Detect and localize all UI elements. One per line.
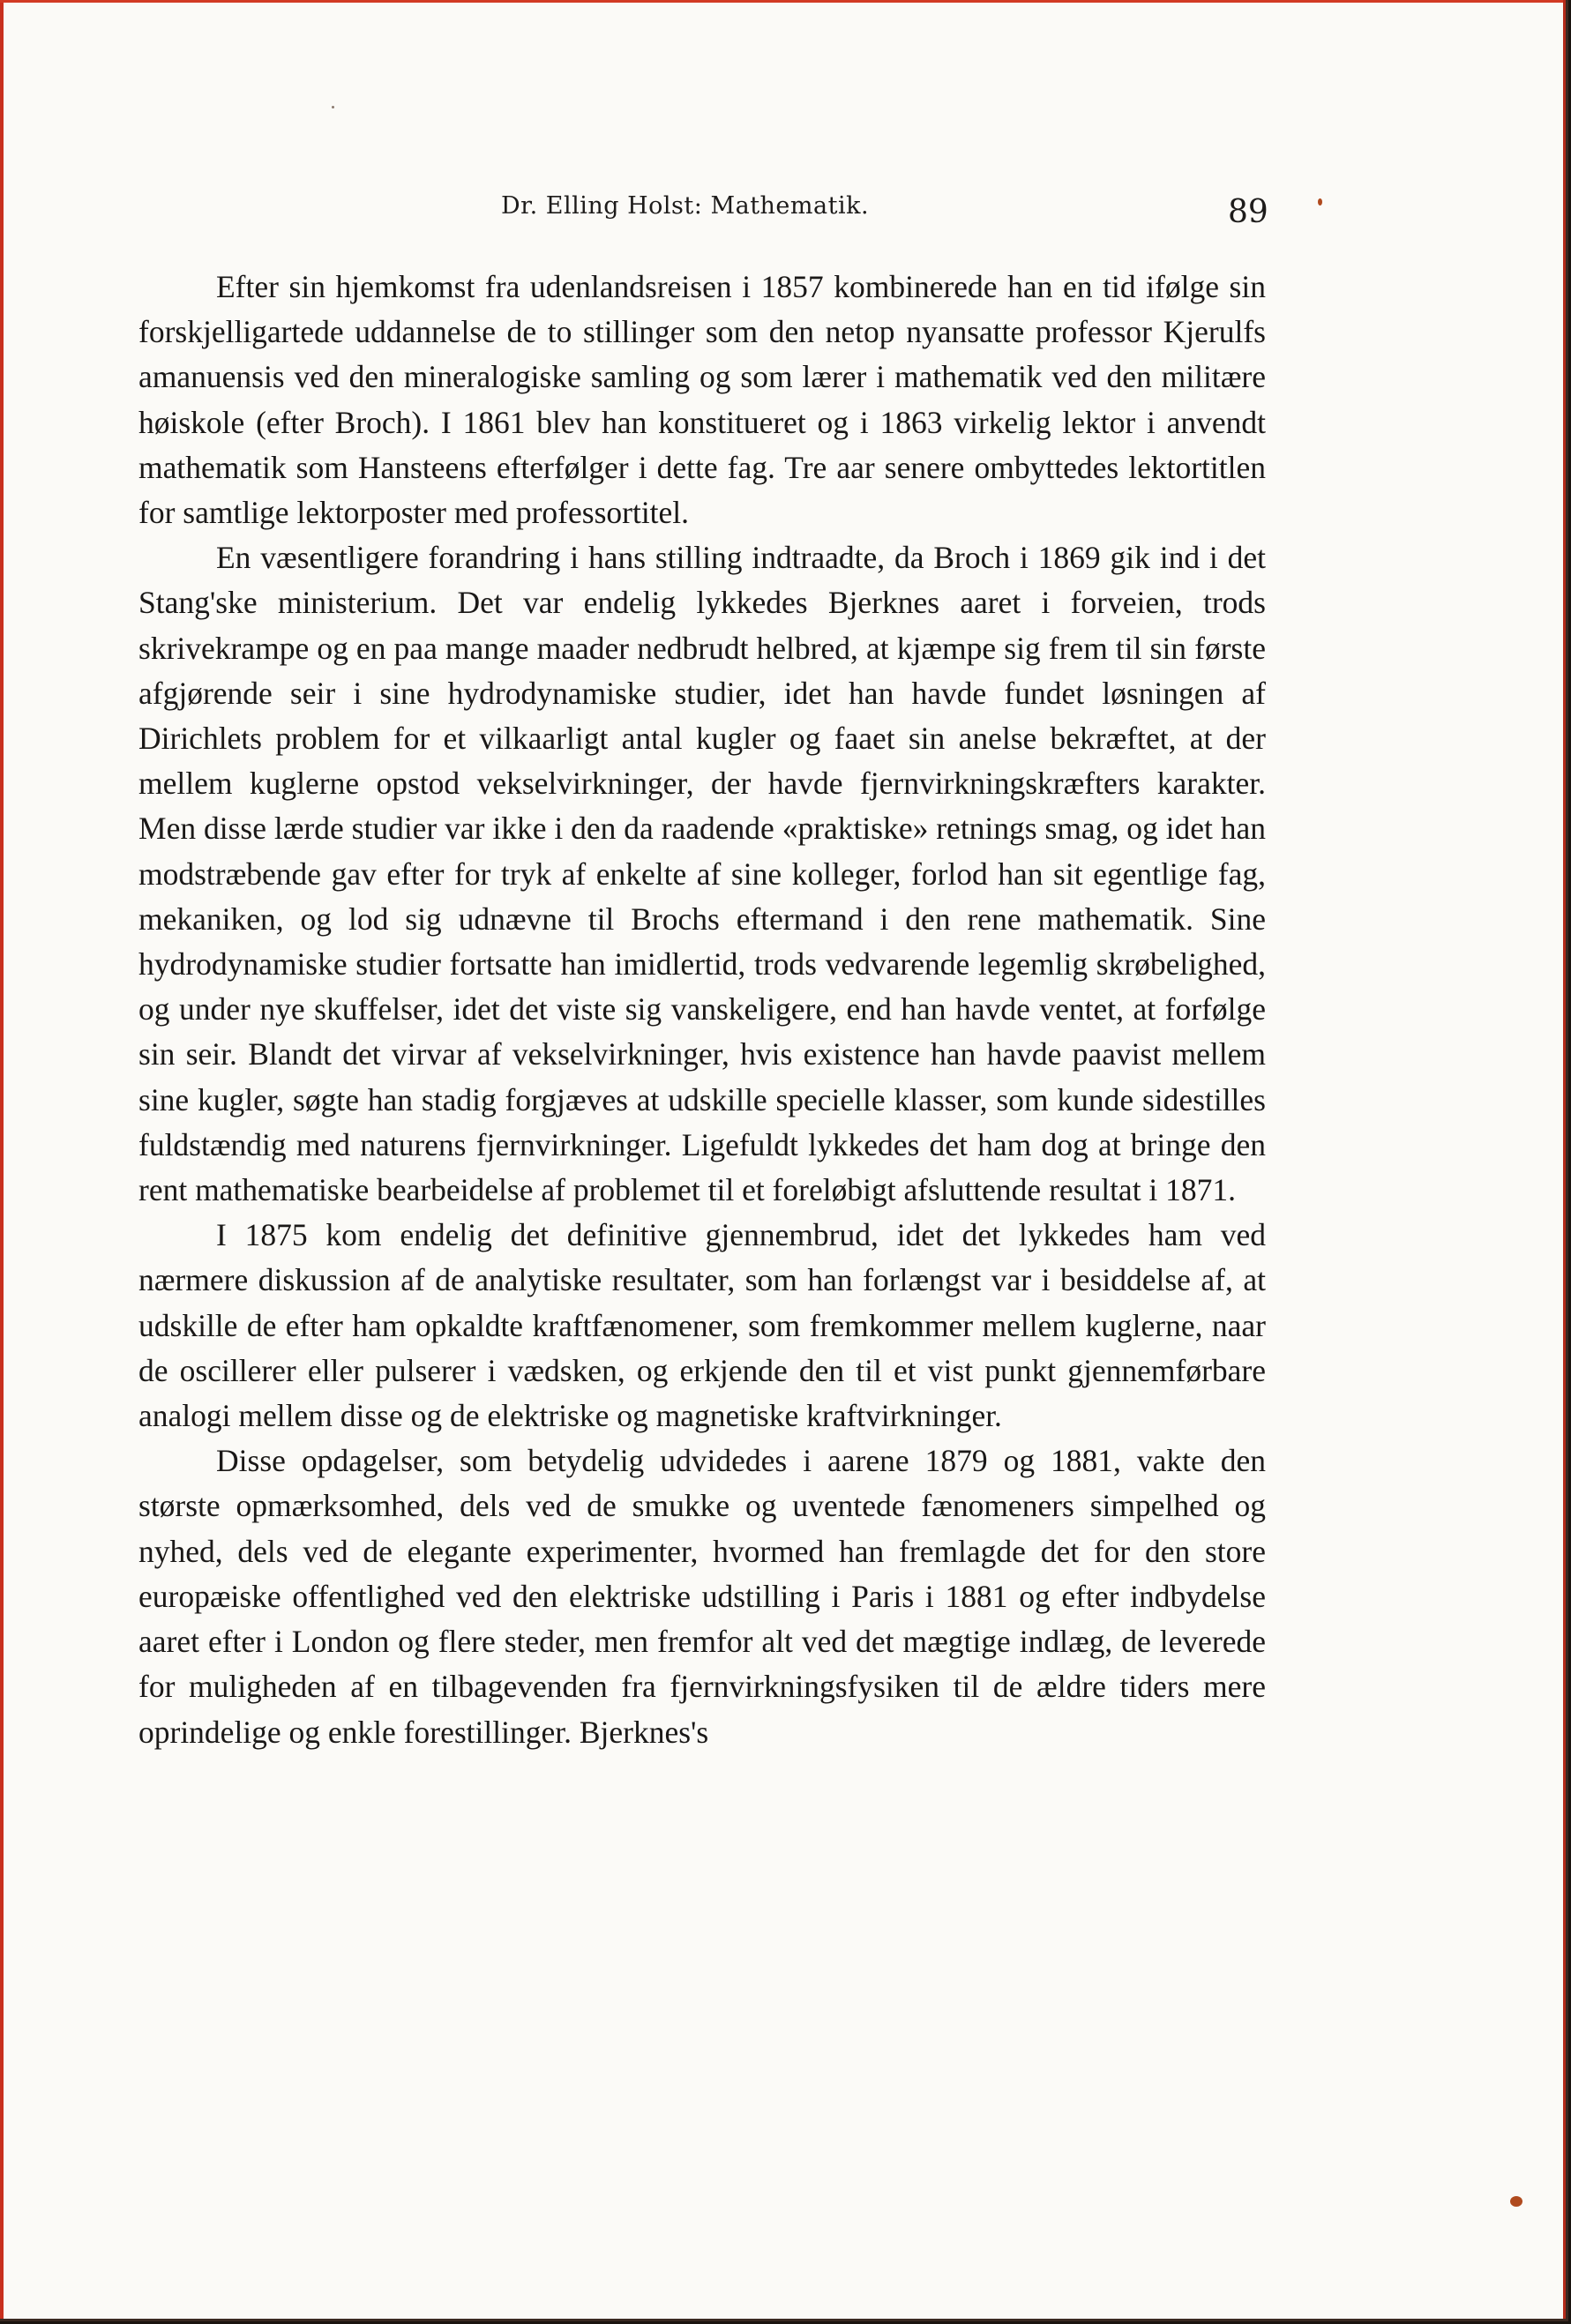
paragraph-3: I 1875 kom endelig det definitive gjennembrud, idet det lykkedes ham ved nærmere diskussion af de analytiske resultater, som han forlængst var i besiddelse af, at udskille de efter ham opkaldte kraftfænomener, som fremkommer mellem kuglerne, naar de oscillerer eller pulserer i vædsken, og erkjende den til et vist punkt gjennemførbare analogi mellem disse og de elektriske og magnetiske kraftvirkninger. <box>138 1217 1266 1434</box>
paragraph-2: En væsentligere forandring i hans stilling indtraadte, da Broch i 1869 gik ind i det Stang'ske ministerium. Det var endelig lykkedes Bjerknes aaret i forveien, trods skrivekrampe og en paa mange maader nedbrudt helbred, at kjæmpe sig frem til sin første afgjørende seir i sine hydrodynamiske studier, idet han havde fundet løsningen af Dirichlets problem for et vilkaarligt antal kugler og faaet sin anelse bekræftet, at der mellem kuglerne opstod vekselvirkninger, der havde fjernvirkningskræfters karakter. Men disse lærde studier var ikke i den da raadende «praktiske» retnings smag, og idet han modstræbende gav efter for tryk af enkelte af sine kolleger, forlod han sit egentlige fag, mekaniken, og lod sig udnævne til Brochs eftermand i den rene mathematik. Sine hydrodynamiske studier fortsatte han imidlertid, trods vedvarende legemlig skrøbelighed, og under nye skuffelser, idet det viste sig vanskeligere, end han havde ventet, at forfølge sin seir. Blandt det virvar af vekselvirkninger, hvis existence han havde paavist mellem sine kugler, søgte han stadig forgjæves at udskille specielle klasser, som kunde sidestilles fuldstændig med naturens fjernvirkninger. Ligefuldt lykkedes det ham dog at bringe den rent mathematiske bearbeidelse af problemet til et foreløbigt afsluttende resultat i 1871. <box>138 540 1266 1208</box>
paragraph-1: Efter sin hjemkomst fra udenlandsreisen i 1857 kombinerede han en tid ifølge sin forskjelligartede uddannelse de to stillinger som den netop nyansatte professor Kjerulfs amanuensis ved den mineralogiske samling og som lærer i mathematik ved den militære høiskole (efter Broch). I 1861 blev han konstitueret og i 1863 virkelig lektor i anvendt mathematik som Hansteens efterfølger i dette fag. Tre aar senere ombyttedes lektortitlen for samtlige lektorposter med professortitel. <box>138 269 1266 531</box>
page-header <box>0 192 1566 228</box>
page-number: 89 <box>1228 194 1268 230</box>
page-edge-left <box>0 0 4 2319</box>
running-title: Dr. Elling Holst: Mathematik. <box>501 192 870 220</box>
paper-speck <box>1510 2196 1522 2207</box>
paper-speck <box>332 106 334 108</box>
body-text <box>138 265 1266 1755</box>
page-edge-top <box>0 0 1566 3</box>
paragraph-4: Disse opdagelser, som betydelig udvidedes i aarene 1879 og 1881, vakte den største opmærksomhed, dels ved de smukke og uventede fænomeners simpelhed og nyhed, dels ved de elegante experimenter, hvormed han fremlagde det for den store europæiske offentlighed ved den elektriske udstilling i Paris i 1881 og efter indbydelse aaret efter i London og flere steder, men fremfor alt ved det mægtige indlæg, de leverede for muligheden af en tilbagevenden fra fjernvirkningsfysiken til de ældre tiders mere oprindelige og enkle forestillinger. Bjerknes's <box>138 1443 1266 1750</box>
paper-speck <box>1318 198 1322 205</box>
page-edge-right <box>1563 0 1566 2319</box>
